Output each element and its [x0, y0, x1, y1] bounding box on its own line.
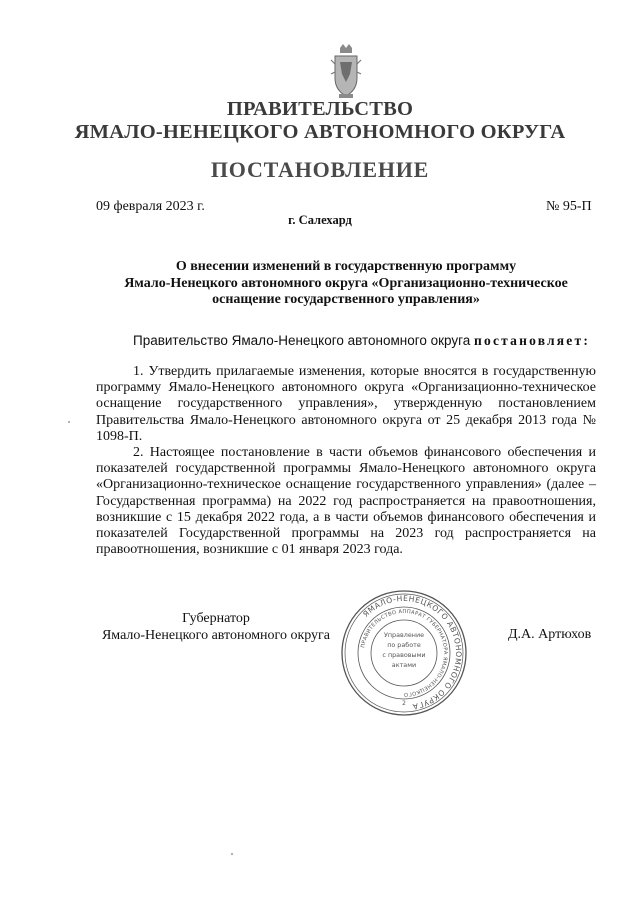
intro-text: Правительство Ямало-Ненецкого автономного округа	[133, 333, 475, 348]
paragraph-1: 1. Утвердить прилагаемые изменения, которые вносятся в государственную программу Ямало-Ненецкого автономного округа «Организационно-техническое оснащение государственного управления», утвержденную постановлением Правительства Ямало-Ненецкого автономного округа от 25 декабря 2013 года № 1098-П.	[96, 364, 596, 444]
title-line: О внесении изменений в государственную программу	[175, 259, 517, 274]
signatory-role-line2: Ямало-Ненецкого автономного округа	[101, 627, 331, 643]
document-date: 09 февраля 2023 г.	[96, 199, 205, 214]
scan-speck	[68, 421, 70, 423]
signatory-role	[96, 611, 336, 644]
stamp-center-line2: по работе	[387, 641, 421, 649]
paragraph-2: 2. Настоящее постановление в части объемов финансового обеспечения и показателей государственной программы Ямало-Ненецкого автономного округа «Организационно-техническое оснащение государственного управления» (далее – Государственная программа) на 2022 год распространяется на правоотношения, возникшие с 15 декабря 2022 года, а в части объемов финансового обеспечения и показателей Государственной программы на 2023 год распространяется на правоотношения, возникшие с 01 января 2023 года.	[96, 445, 596, 558]
official-stamp	[340, 589, 468, 717]
document-title	[96, 259, 596, 309]
government-name-line2: ЯМАЛО-НЕНЕЦКОГО АВТОНОМНОГО ОКРУГА	[74, 121, 566, 143]
document-number: № 95-П	[546, 199, 592, 214]
stamp-center-line1: Управление	[383, 631, 425, 639]
coat-of-arms-icon	[329, 44, 363, 100]
government-name-line1: ПРАВИТЕЛЬСТВО	[226, 98, 414, 120]
intro-verb: постановляет:	[474, 333, 591, 348]
signatory-name: Д.А. Артюхов	[508, 627, 592, 642]
resolution-intro	[133, 333, 590, 349]
scan-speck	[231, 853, 233, 855]
title-line: Ямало-Ненецкого автономного округа «Организационно-техническое	[124, 275, 568, 291]
document-body	[96, 364, 596, 558]
signatory-role-line1: Губернатор	[182, 611, 250, 626]
stamp-center-line4: актами	[391, 661, 417, 669]
title-line: оснащение государственного управления»	[212, 292, 480, 307]
stamp-inner-ring-text: ПРАВИТЕЛЬСТВО АППАРАТ ГУБЕРНАТОРА ЯМАЛО-НЕНЕЦКОГО	[360, 608, 449, 698]
stamp-number: 2	[402, 700, 406, 707]
document-type: ПОСТАНОВЛЕНИЕ	[210, 157, 430, 182]
stamp-outer-text: ЯМАЛО-НЕНЕЦКОГО АВТОНОМНОГО ОКРУГА	[361, 593, 464, 712]
stamp-center-line3: с правовыми	[382, 651, 426, 659]
document-city: г. Салехард	[288, 213, 352, 227]
